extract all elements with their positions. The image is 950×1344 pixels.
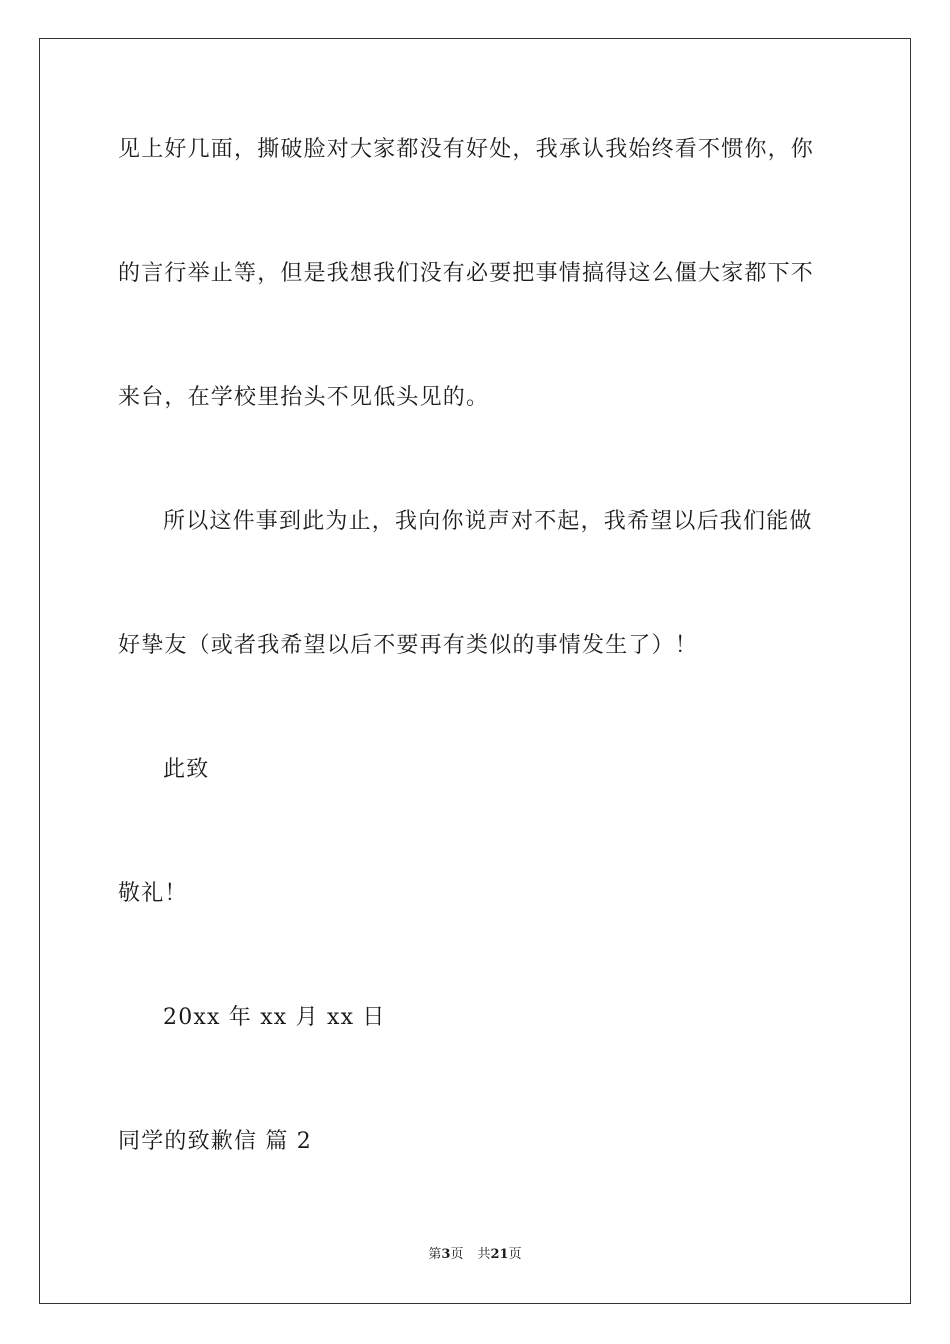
- body-line-2: 的言行举止等，但是我想我们没有必要把事情搞得这么僵大家都下不: [118, 261, 815, 286]
- page-footer: [0, 1246, 950, 1264]
- date-line: 20xx 年 xx 月 xx 日: [163, 1005, 386, 1030]
- footer-total-pages: 21: [490, 1247, 509, 1262]
- footer-page-number: 3: [441, 1247, 451, 1262]
- body-line-5: 好挚友（或者我希望以后不要再有类似的事情发生了）！: [118, 633, 699, 658]
- body-line-3: 来台，在学校里抬头不见低头见的。: [118, 385, 490, 410]
- body-line-1: 见上好几面，撕破脸对大家都没有好处，我承认我始终看不惯你，你: [118, 137, 815, 162]
- footer-total-suffix: 页: [508, 1247, 522, 1262]
- footer-page-suffix: 页: [450, 1247, 464, 1262]
- footer-total-prefix: 共: [477, 1247, 491, 1262]
- body-line-4: 所以这件事到此为止，我向你说声对不起，我希望以后我们能做: [163, 509, 813, 534]
- page-border: [39, 38, 911, 1304]
- footer-page-prefix: 第: [428, 1247, 442, 1262]
- closing-salutation: 此致: [163, 757, 210, 782]
- section-heading: 同学的致歉信 篇 2: [118, 1129, 312, 1154]
- closing-regards: 敬礼！: [118, 881, 188, 906]
